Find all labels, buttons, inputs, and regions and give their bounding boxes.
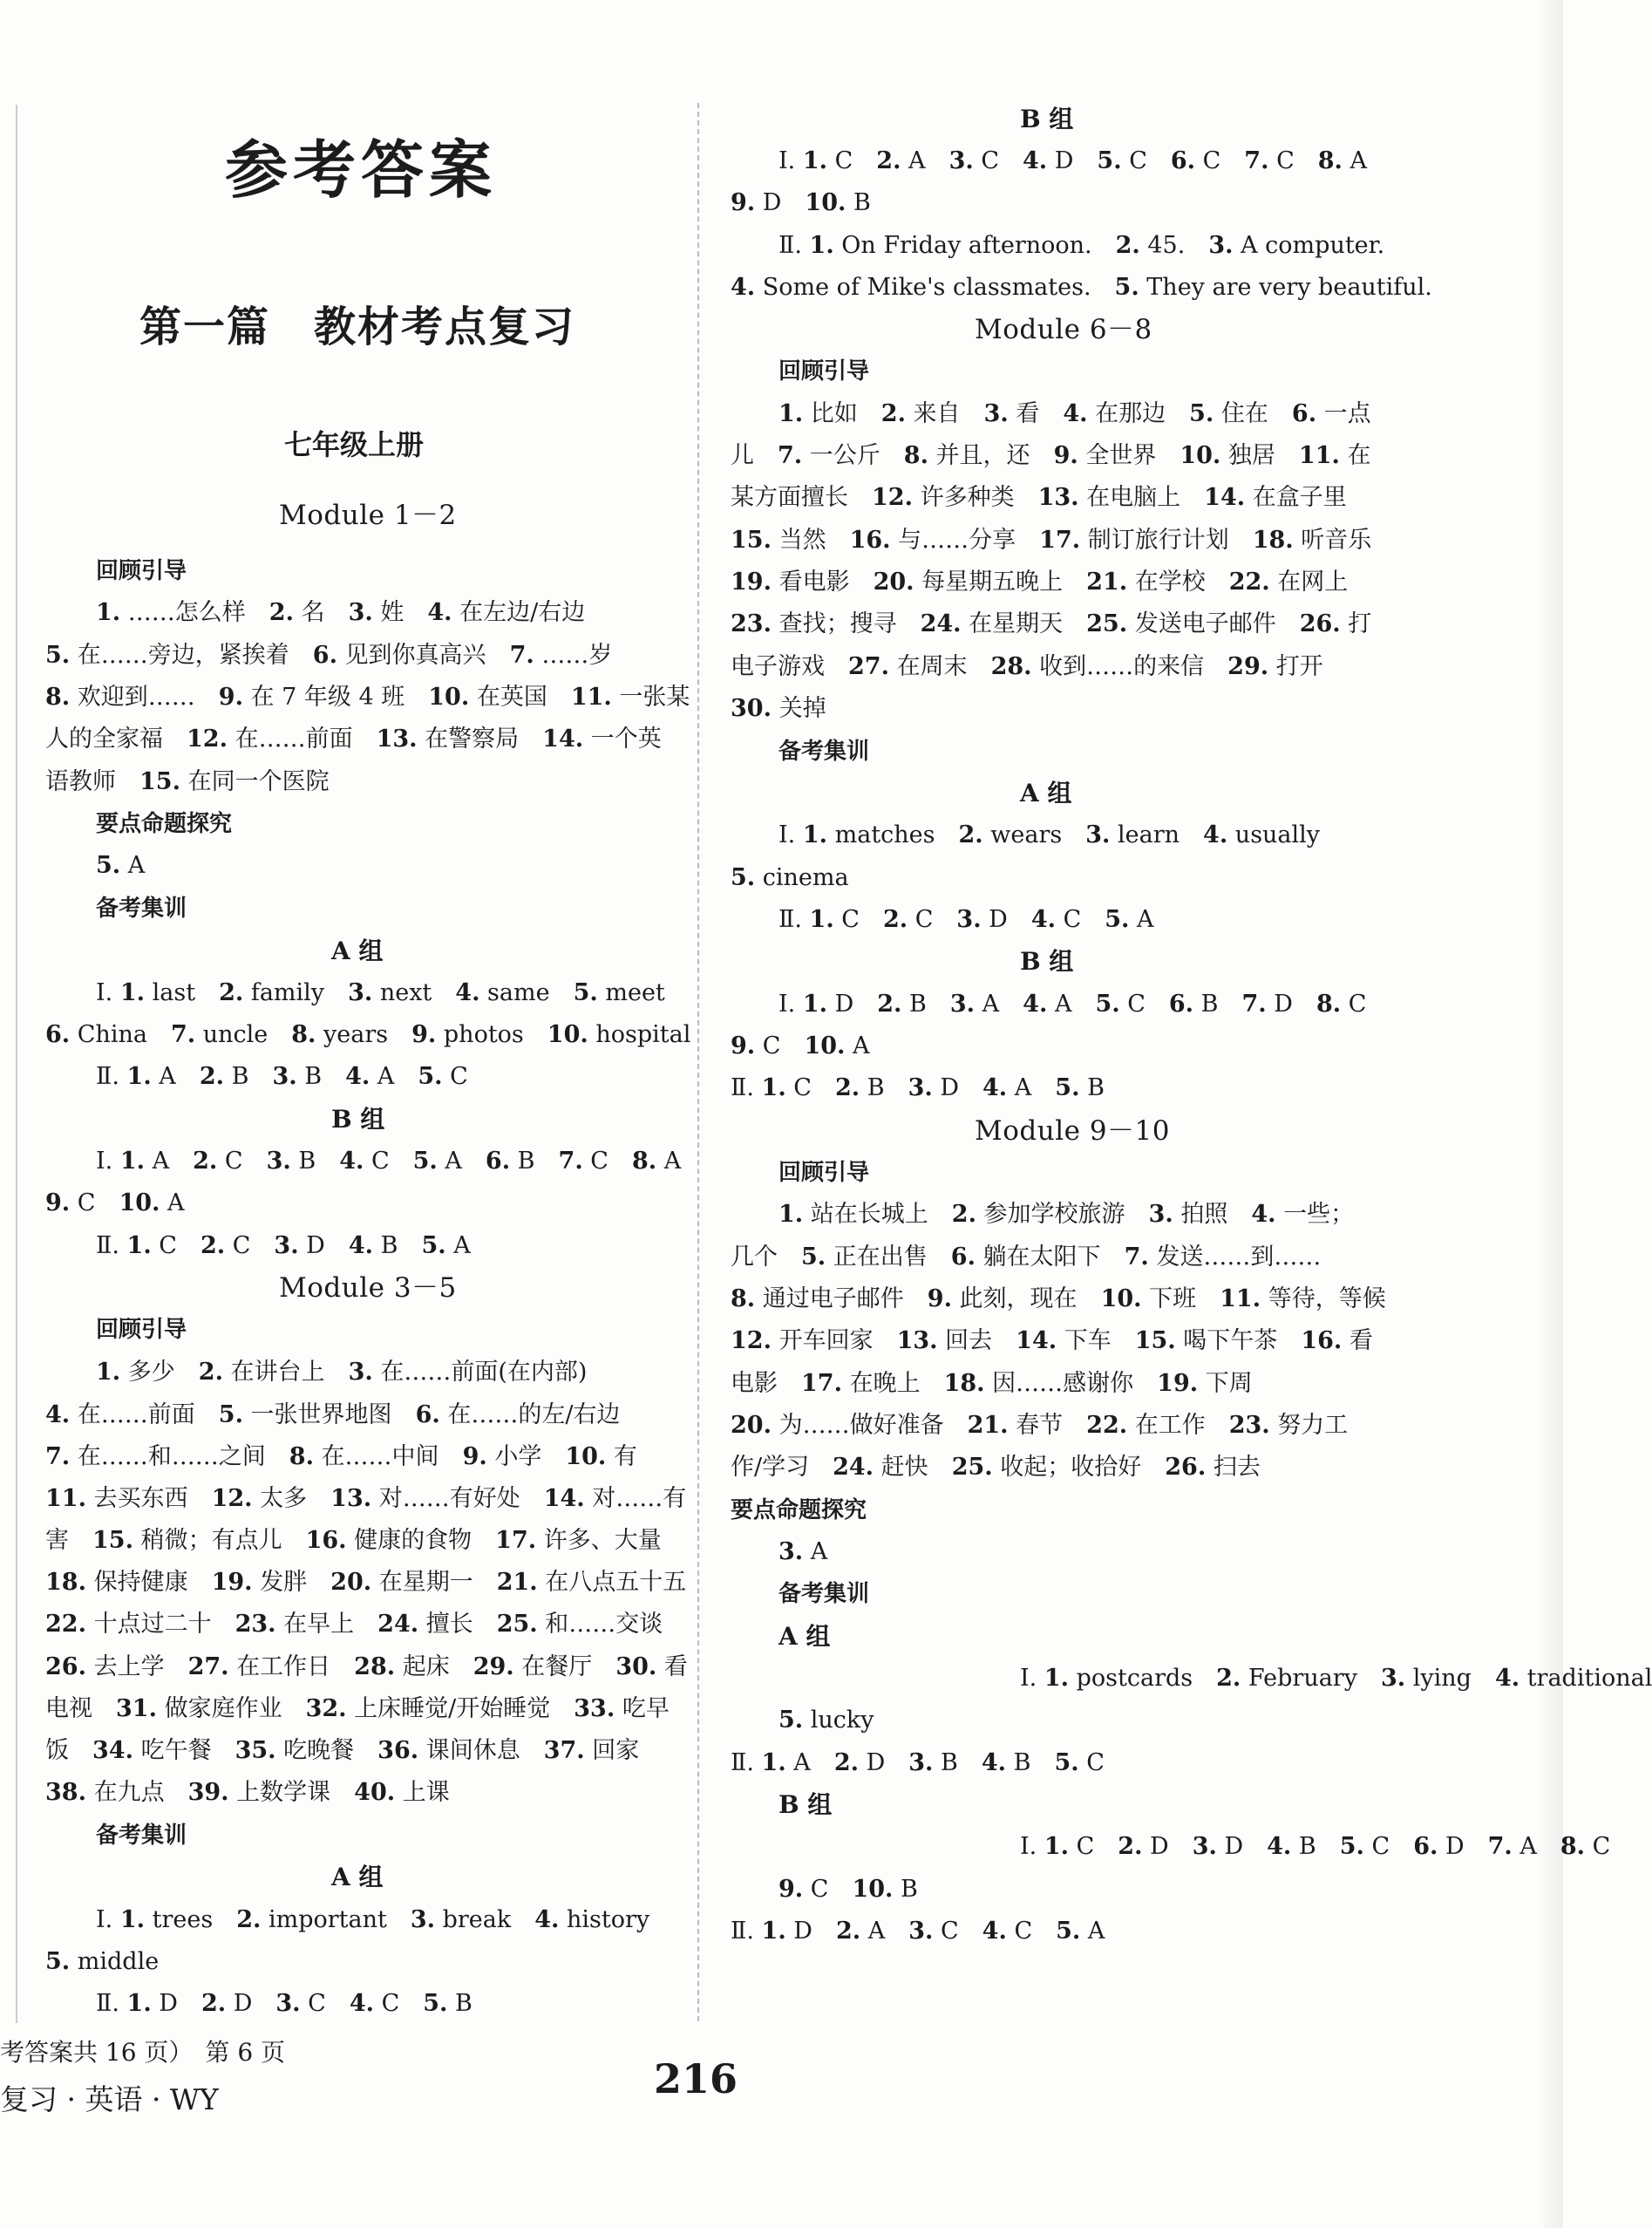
answer-line: 儿 7. 一公斤 8. 并且，还 9. 全世界 10. 独居 11. 在 bbox=[731, 442, 1371, 469]
answer-line: 电子游戏 27. 在周末 28. 收到……的来信 29. 打开 bbox=[731, 653, 1323, 680]
page-shadow bbox=[1537, 0, 1563, 2228]
answer-line: 19. 看电影 20. 每星期五晚上 21. 在学校 22. 在网上 bbox=[731, 569, 1349, 596]
group-heading: A 组 bbox=[1020, 779, 1072, 807]
answer-line: 饭 34. 吃午餐 35. 吃晚餐 36. 课间休息 37. 回家 bbox=[45, 1737, 640, 1764]
answer-line: 1. ……怎么样 2. 名 3. 姓 4. 在左边/右边 bbox=[96, 599, 586, 626]
answer-line: Ⅱ. 1. D 2. A 3. C 4. C 5. A bbox=[731, 1918, 1105, 1945]
group-heading: B 组 bbox=[778, 1790, 833, 1819]
answer-line: 30. 关掉 bbox=[731, 695, 826, 722]
answer-line: 5. middle bbox=[45, 1948, 160, 1975]
section-heading: 回顾引导 bbox=[96, 1317, 187, 1343]
answer-line: 20. 为……做好准备 21. 春节 22. 在工作 23. 努力工 bbox=[731, 1412, 1349, 1439]
answer-line: 某方面擅长 12. 许多种类 13. 在电脑上 14. 在盒子里 bbox=[731, 484, 1347, 511]
section-heading: 回顾引导 bbox=[96, 558, 187, 584]
answer-line: 6. China 7. uncle 8. years 9. photos 10. hospital bbox=[45, 1021, 691, 1048]
answer-line: 1. 多少 2. 在讲台上 3. 在……前面(在内部) bbox=[96, 1359, 588, 1386]
group-heading: A 组 bbox=[778, 1622, 831, 1651]
answer-line: 9. C 10. A bbox=[731, 1032, 870, 1059]
answer-line: Ⅰ. 1. postcards 2. February 3. lying 4. traditional bbox=[1020, 1665, 1652, 1692]
answer-line: 8. 通过电子邮件 9. 此刻，现在 10. 下班 11. 等待，等候 bbox=[731, 1285, 1386, 1312]
answer-line: Ⅱ. 1. C 2. C 3. D 4. C 5. A bbox=[778, 906, 1154, 933]
answer-line: 5. A bbox=[96, 852, 146, 879]
column-divider bbox=[697, 103, 699, 2021]
answer-line: Ⅰ. 1. C 2. A 3. C 4. D 5. C 6. C 7. C 8. A bbox=[778, 147, 1368, 174]
answer-line: Ⅱ. 1. A 2. D 3. B 4. B 5. C bbox=[731, 1749, 1105, 1776]
answer-line: 9. C 10. B bbox=[778, 1876, 918, 1903]
group-heading: A 组 bbox=[331, 937, 384, 965]
answer-line: Ⅰ. 1. D 2. B 3. A 4. A 5. C 6. B 7. D 8. C bbox=[778, 991, 1367, 1018]
answer-line: 电影 17. 在晚上 18. 因……感谢你 19. 下周 bbox=[731, 1370, 1253, 1397]
answer-line: 26. 去上学 27. 在工作日 28. 起床 29. 在餐厅 30. 看 bbox=[45, 1653, 688, 1680]
answer-line: 7. 在……和……之间 8. 在……中间 9. 小学 10. 有 bbox=[45, 1443, 637, 1470]
answer-line: 5. lucky bbox=[778, 1707, 874, 1734]
module-heading: Module 6－8 bbox=[975, 314, 1152, 345]
group-heading: B 组 bbox=[1020, 947, 1074, 976]
page-edge-line bbox=[16, 105, 17, 2023]
part-title: 第一篇 教材考点复习 bbox=[139, 303, 576, 351]
answer-line: 5. cinema bbox=[731, 864, 849, 891]
answer-line: 3. A bbox=[778, 1538, 828, 1565]
section-heading: 备考集训 bbox=[778, 1581, 870, 1607]
module-heading: Module 1－2 bbox=[279, 500, 457, 531]
module-heading: Module 9－10 bbox=[975, 1115, 1170, 1147]
footer-book-title: 复习 · 英语 · WY bbox=[0, 2082, 219, 2116]
answer-line: Ⅱ. 1. A 2. B 3. B 4. A 5. C bbox=[96, 1063, 468, 1090]
page-number: 216 bbox=[654, 2055, 738, 2102]
section-heading: 回顾引导 bbox=[778, 1160, 870, 1186]
answer-line: 38. 在九点 39. 上数学课 40. 上课 bbox=[45, 1779, 450, 1806]
answer-line: 1. 站在长城上 2. 参加学校旅游 3. 拍照 4. 一些； bbox=[778, 1201, 1355, 1228]
answer-line: 15. 当然 16. 与……分享 17. 制订旅行计划 18. 听音乐 bbox=[731, 527, 1372, 554]
main-title: 参考答案 bbox=[225, 133, 498, 207]
answer-line: Ⅰ. 1. matches 2. wears 3. learn 4. usually bbox=[778, 821, 1321, 848]
answer-line: 人的全家福 12. 在……前面 13. 在警察局 14. 一个英 bbox=[45, 726, 662, 753]
answer-line: Ⅱ. 1. C 2. C 3. D 4. B 5. A bbox=[96, 1232, 471, 1259]
answer-line: 8. 欢迎到…… 9. 在 7 年级 4 班 10. 在英国 11. 一张某 bbox=[45, 684, 690, 711]
answer-line: 4. 在……前面 5. 一张世界地图 6. 在……的左/右边 bbox=[45, 1401, 621, 1428]
answer-line: 12. 开车回家 13. 回去 14. 下车 15. 喝下午茶 16. 看 bbox=[731, 1327, 1373, 1354]
section-heading: 备考集训 bbox=[96, 1823, 187, 1849]
answer-line: 作/学习 24. 赶快 25. 收起；收拾好 26. 扫去 bbox=[731, 1454, 1261, 1481]
answer-line: Ⅰ. 1. last 2. family 3. next 4. same 5. meet bbox=[96, 979, 665, 1006]
answer-line: 1. 比如 2. 来自 3. 看 4. 在那边 5. 住在 6. 一点 bbox=[778, 400, 1371, 427]
section-heading: 备考集训 bbox=[778, 739, 870, 765]
answer-line: Ⅱ. 1. C 2. B 3. D 4. A 5. B bbox=[731, 1074, 1105, 1101]
answer-line: Ⅱ. 1. On Friday afternoon. 2. 45. 3. A computer. bbox=[778, 232, 1385, 259]
group-heading: B 组 bbox=[331, 1105, 385, 1134]
group-heading: B 组 bbox=[1020, 105, 1074, 133]
answer-line: Ⅱ. 1. D 2. D 3. C 4. C 5. B bbox=[96, 1990, 472, 2017]
section-heading: 要点命题探究 bbox=[96, 811, 233, 837]
answer-line: 11. 去买东西 12. 太多 13. 对……有好处 14. 对……有 bbox=[45, 1485, 687, 1512]
module-heading: Module 3－5 bbox=[279, 1272, 457, 1304]
answer-line: 4. Some of Mike's classmates. 5. They are very beautiful. bbox=[731, 274, 1432, 301]
answer-line: 23. 查找；搜寻 24. 在星期天 25. 发送电子邮件 26. 打 bbox=[731, 610, 1372, 637]
answer-line: 9. C 10. A bbox=[45, 1189, 185, 1216]
grade-title: 七年级上册 bbox=[284, 428, 425, 461]
group-heading: A 组 bbox=[331, 1863, 384, 1891]
answer-line: Ⅰ. 1. C 2. D 3. D 4. B 5. C 6. D 7. A 8. C bbox=[1020, 1833, 1611, 1860]
answer-line: 害 15. 稍微；有点儿 16. 健康的食物 17. 许多、大量 bbox=[45, 1527, 662, 1554]
answer-line: 18. 保持健康 19. 发胖 20. 在星期一 21. 在八点五十五 bbox=[45, 1569, 687, 1596]
answer-line: 22. 十点过二十 23. 在早上 24. 擅长 25. 和……交谈 bbox=[45, 1611, 663, 1638]
footer-page-count: 考答案共 16 页） 第 6 页 bbox=[0, 2038, 286, 2067]
answer-line: Ⅰ. 1. trees 2. important 3. break 4. history bbox=[96, 1906, 650, 1933]
section-heading: 回顾引导 bbox=[778, 358, 870, 385]
answer-line: 9. D 10. B bbox=[731, 189, 871, 216]
section-heading: 要点命题探究 bbox=[731, 1497, 867, 1523]
answer-line: Ⅰ. 1. A 2. C 3. B 4. C 5. A 6. B 7. C 8. A bbox=[96, 1148, 682, 1175]
answer-line: 几个 5. 正在出售 6. 躺在太阳下 7. 发送……到…… bbox=[731, 1243, 1322, 1271]
answer-line: 语教师 15. 在同一个医院 bbox=[45, 768, 330, 795]
answer-line: 电视 31. 做家庭作业 32. 上床睡觉/开始睡觉 33. 吃早 bbox=[45, 1695, 670, 1722]
section-heading: 备考集训 bbox=[96, 896, 187, 922]
answer-line: 5. 在……旁边，紧挨着 6. 见到你真高兴 7. ……岁 bbox=[45, 642, 613, 669]
